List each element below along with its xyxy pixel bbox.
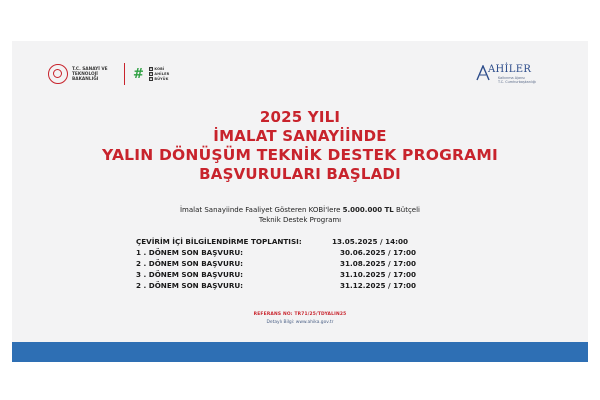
schedule-label: 2 . DÖNEM SON BAŞVURU: [136, 281, 244, 290]
schedule-label: ÇEVİRİM İÇİ BİLGİLENDİRME TOPLANTISI: [136, 237, 302, 246]
ministry-name [72, 67, 118, 82]
intro-line-1 [12, 205, 588, 215]
title-line-4: BAŞVURULARI BAŞLADI [199, 165, 401, 183]
agency-logo [476, 59, 536, 89]
budget-amount: 5.000.000 TL [342, 206, 394, 214]
campaign-logo [149, 67, 170, 81]
schedule-row [136, 248, 476, 259]
schedule-list [136, 237, 476, 292]
schedule-row [136, 259, 476, 270]
campaign-line-2: ▪ AHİLER [149, 72, 170, 76]
intro-text-end: Bütçeli [393, 206, 421, 214]
intro-line-2: Teknik Destek Programı [258, 216, 342, 224]
campaign-line-3: ▪ BÜYÜK [149, 77, 169, 81]
schedule-row [136, 237, 476, 248]
ministry-name-line-2: TEKNOLOJİ BAKANLIĞI [72, 71, 99, 82]
campaign-hash: # [133, 66, 144, 82]
schedule-value: 31.10.2025 / 17:00 [340, 270, 416, 279]
agency-subtitle-line-2: T.C. Cumhurbaşkanlığı [498, 80, 536, 84]
schedule-value: 30.06.2025 / 17:00 [340, 248, 416, 257]
schedule-value: 31.12.2025 / 17:00 [340, 281, 416, 290]
ministry-seal-icon [48, 64, 68, 84]
footer-bar [12, 342, 588, 362]
schedule-label: 2 . DÖNEM SON BAŞVURU: [136, 259, 244, 268]
agency-name: AHİLER [488, 64, 532, 75]
schedule-value: 13.05.2025 / 14:00 [332, 237, 408, 246]
intro-text: İmalat Sanayiinde Faaliyet Gösteren KOBİ'lere [179, 206, 343, 214]
announcement-card [12, 41, 588, 362]
schedule-row [136, 281, 476, 292]
title-line-1: 2025 YILI [259, 108, 341, 126]
ministry-name-line-1: T.C. SANAYİ VE [72, 66, 108, 72]
schedule-label: 1 . DÖNEM SON BAŞVURU: [136, 248, 244, 257]
agency-subtitle-line-1: Kalkınma Ajansı [498, 76, 525, 80]
details-link[interactable]: Detaylı Bilgi: www.ahika.gov.tr [266, 320, 334, 325]
title-line-2: İMALAT SANAYİİNDE [213, 127, 387, 145]
reference-number: REFERANS NO: TR71/25/TDYALIN25 [253, 312, 347, 317]
title-line-3: YALIN DÖNÜŞÜM TEKNİK DESTEK PROGRAMI [102, 146, 498, 164]
schedule-label: 3 . DÖNEM SON BAŞVURU: [136, 270, 244, 279]
logo-divider [124, 63, 125, 85]
schedule-row [136, 270, 476, 281]
campaign-line-1: ▪ KOBİ [149, 67, 165, 71]
schedule-value: 31.08.2025 / 17:00 [340, 259, 416, 268]
agency-subtitle [498, 76, 536, 84]
ministry-logo [48, 61, 169, 87]
